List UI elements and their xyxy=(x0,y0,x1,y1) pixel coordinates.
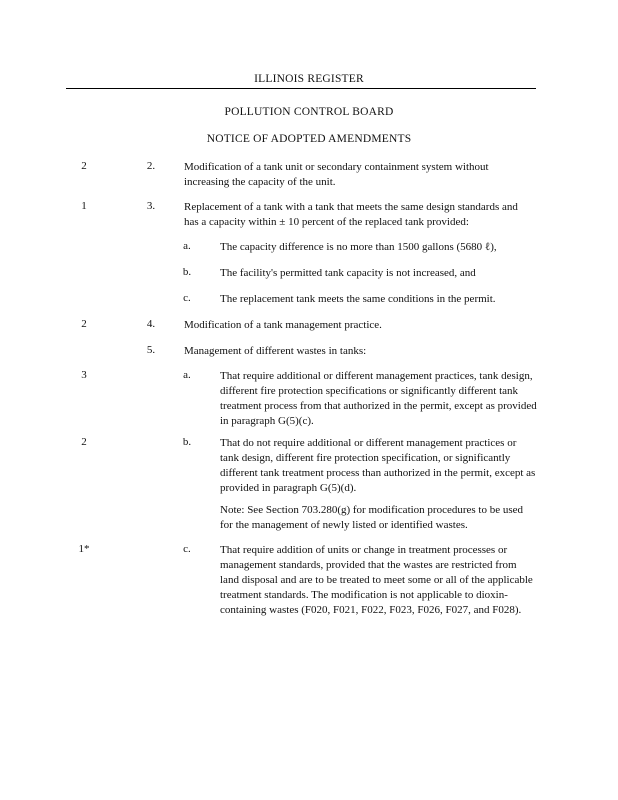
item-text: Modification of a tank management practice. xyxy=(184,319,382,331)
subitem-letter: a. xyxy=(183,369,191,381)
subitem-letter: b. xyxy=(182,436,192,448)
notice-title: NOTICE OF ADOPTED AMENDMENTS xyxy=(206,133,412,145)
header-rule xyxy=(66,88,536,89)
item-number: 2. xyxy=(146,160,156,172)
subitem-text: That do not require additional or different management practices or tank design, different fire protection specification, or significantly different tank treatment process than authorized in the permit, except as provided in paragraph G(5)(d). xyxy=(220,437,536,494)
subitem-letter: b. xyxy=(182,266,192,278)
subitem-text: The facility's permitted tank capacity is not increased, and xyxy=(220,267,476,279)
subitem-letter: a. xyxy=(183,240,191,252)
register-title: ILLINOIS REGISTER xyxy=(254,73,364,85)
class-label: 1* xyxy=(78,543,90,555)
board-title: POLLUTION CONTROL BOARD xyxy=(224,106,394,118)
subitem-text: That require addition of units or change in treatment processes or management standards, provided that the wastes are restricted from land disposal and are to be treated to meet some or all of the applicable treatment standards. The modification is not applicable to dioxin-containing wastes (F020, F021, F022, F023, F026, F027, and F028). xyxy=(220,544,533,616)
subitem-text: The capacity difference is no more than 1500 gallons (5680 ℓ), xyxy=(220,241,497,253)
class-label: 2 xyxy=(81,318,87,330)
subitem-text: That require additional or different management practices, tank design, different fire protection specifications or significantly different tank treatment process from that authorized in the permit, except as provided in paragraph G(5)(c). xyxy=(220,370,537,427)
item-text: Management of different wastes in tanks: xyxy=(184,345,367,357)
class-label: 1 xyxy=(81,200,87,212)
item-text: Replacement of a tank with a tank that meets the same design standards and has a capacity within ± 10 percent of the replaced tank provided: xyxy=(184,201,518,228)
note-text: Note: See Section 703.280(g) for modification procedures to be used for the management of newly listed or identified wastes. xyxy=(220,504,524,531)
item-number: 3. xyxy=(146,200,156,212)
item-number: 5. xyxy=(146,344,156,356)
class-label: 2 xyxy=(81,160,87,172)
subitem-letter: c. xyxy=(183,292,191,304)
subitem-letter: c. xyxy=(183,543,191,555)
item-number: 4. xyxy=(146,318,156,330)
subitem-text: The replacement tank meets the same conditions in the permit. xyxy=(220,293,496,305)
class-label: 2 xyxy=(81,436,87,448)
item-text: Modification of a tank unit or secondary containment system without increasing the capacity of the unit. xyxy=(184,161,489,188)
class-label: 3 xyxy=(81,369,87,381)
